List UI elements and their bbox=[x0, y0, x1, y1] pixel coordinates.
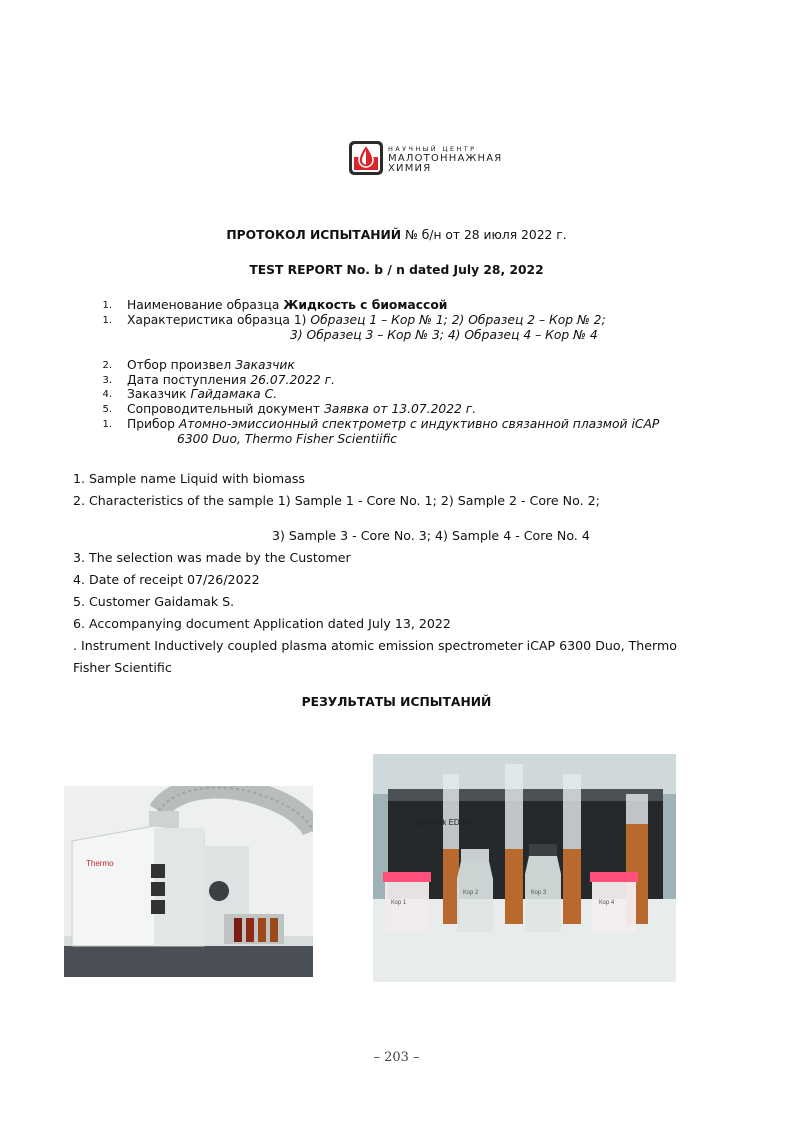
list-item: 4. Date of receipt 07/26/2022 bbox=[73, 572, 260, 587]
samples-illustration bbox=[373, 754, 676, 982]
logo-line-3: ХИМИЯ bbox=[388, 163, 432, 174]
list-item bbox=[127, 358, 295, 372]
list-item: Fisher Scientific bbox=[73, 660, 172, 675]
item-label: Заказчик bbox=[127, 387, 187, 401]
jar-label-2: Кор 2 bbox=[463, 890, 479, 896]
logo-line-2: МАЛОТОННАЖНАЯ bbox=[388, 153, 503, 164]
list-item bbox=[127, 402, 476, 416]
list-item: . Instrument Inductively coupled plasma atomic emission spectrometer iCAP 6300 Duo, Thermo bbox=[73, 638, 677, 653]
item-label: Прибор bbox=[127, 417, 175, 431]
ru-title-bold: ПРОТОКОЛ ИСПЫТАНИЙ bbox=[226, 228, 402, 242]
page-number: – 203 – bbox=[373, 1050, 420, 1065]
thermo-brand-text: Thermo bbox=[86, 859, 114, 868]
en-report-title: TEST REPORT No. b / n dated July 28, 2022 bbox=[249, 263, 544, 277]
list-number: 1. bbox=[102, 300, 112, 311]
item-value: Заявка от 13.07.2022 г. bbox=[323, 402, 477, 416]
list-number: 5. bbox=[102, 404, 112, 415]
item-value-continued: 6300 Duo, Thermo Fisher Scientiific bbox=[177, 432, 398, 446]
samples-photo bbox=[373, 754, 676, 982]
list-number: 3. bbox=[102, 375, 112, 386]
jar-label-1: Кор 1 bbox=[391, 900, 407, 906]
ru-title-rest: № б/н от 28 июля 2022 г. bbox=[405, 228, 567, 242]
results-title: РЕЗУЛЬТАТЫ ИСПЫТАНИЙ bbox=[301, 695, 492, 709]
jar-label-3: Кор 3 bbox=[531, 890, 547, 896]
digiblock-label: DigiBlock ED365 bbox=[413, 818, 474, 827]
list-number: 4. bbox=[102, 389, 112, 400]
spectrometer-illustration bbox=[64, 786, 313, 977]
list-item: 6. Accompanying document Application dated July 13, 2022 bbox=[73, 616, 451, 631]
item-value: Атомно-эмиссионный спектрометр с индуктивно связанной плазмой iCAP bbox=[178, 417, 660, 431]
logo-text bbox=[388, 144, 502, 174]
list-item: 1. Sample name Liquid with biomass bbox=[73, 471, 305, 486]
list-item bbox=[127, 387, 277, 401]
logo-emblem-icon bbox=[348, 140, 384, 176]
organization-logo bbox=[348, 140, 528, 180]
item-label: Наименование образца bbox=[127, 298, 280, 312]
logo-line-1: НАУЧНЫЙ ЦЕНТР bbox=[388, 145, 477, 153]
list-item bbox=[127, 313, 606, 327]
list-item bbox=[127, 298, 447, 312]
list-item: 2. Characteristics of the sample 1) Sample 1 - Core No. 1; 2) Sample 2 - Core No. 2; bbox=[73, 493, 600, 508]
list-item bbox=[127, 417, 659, 431]
list-number: 1. bbox=[102, 315, 112, 326]
jar-label-4: Кор 4 bbox=[599, 900, 615, 906]
list-item: 5. Customer Gaidamak S. bbox=[73, 594, 235, 609]
item-value: Заказчик bbox=[235, 358, 295, 372]
list-number: 1. bbox=[102, 419, 112, 430]
spectrometer-photo bbox=[64, 786, 313, 977]
list-item: 3. The selection was made by the Customer bbox=[73, 550, 351, 565]
item-label: Сопроводительный документ bbox=[127, 402, 321, 416]
item-value: 26.07.2022 г. bbox=[250, 373, 336, 387]
item-value-continued: 3) Образец 3 – Кор № 3; 4) Образец 4 – Кор № 4 bbox=[290, 328, 598, 342]
item-label: Дата поступления bbox=[127, 373, 247, 387]
list-number: 2. bbox=[102, 360, 112, 371]
list-item bbox=[127, 373, 335, 387]
item-value: Образец 1 – Кор № 1; 2) Образец 2 – Кор № 2; bbox=[310, 313, 606, 327]
item-value: Жидкость с биомассой bbox=[283, 298, 448, 312]
list-item: 3) Sample 3 - Core No. 3; 4) Sample 4 - Core No. 4 bbox=[272, 528, 590, 543]
item-label: Характеристика образца 1) bbox=[127, 313, 307, 327]
ru-report-title bbox=[0, 228, 793, 242]
item-value: Гайдамака С. bbox=[190, 387, 278, 401]
item-label: Отбор произвел bbox=[127, 358, 232, 372]
